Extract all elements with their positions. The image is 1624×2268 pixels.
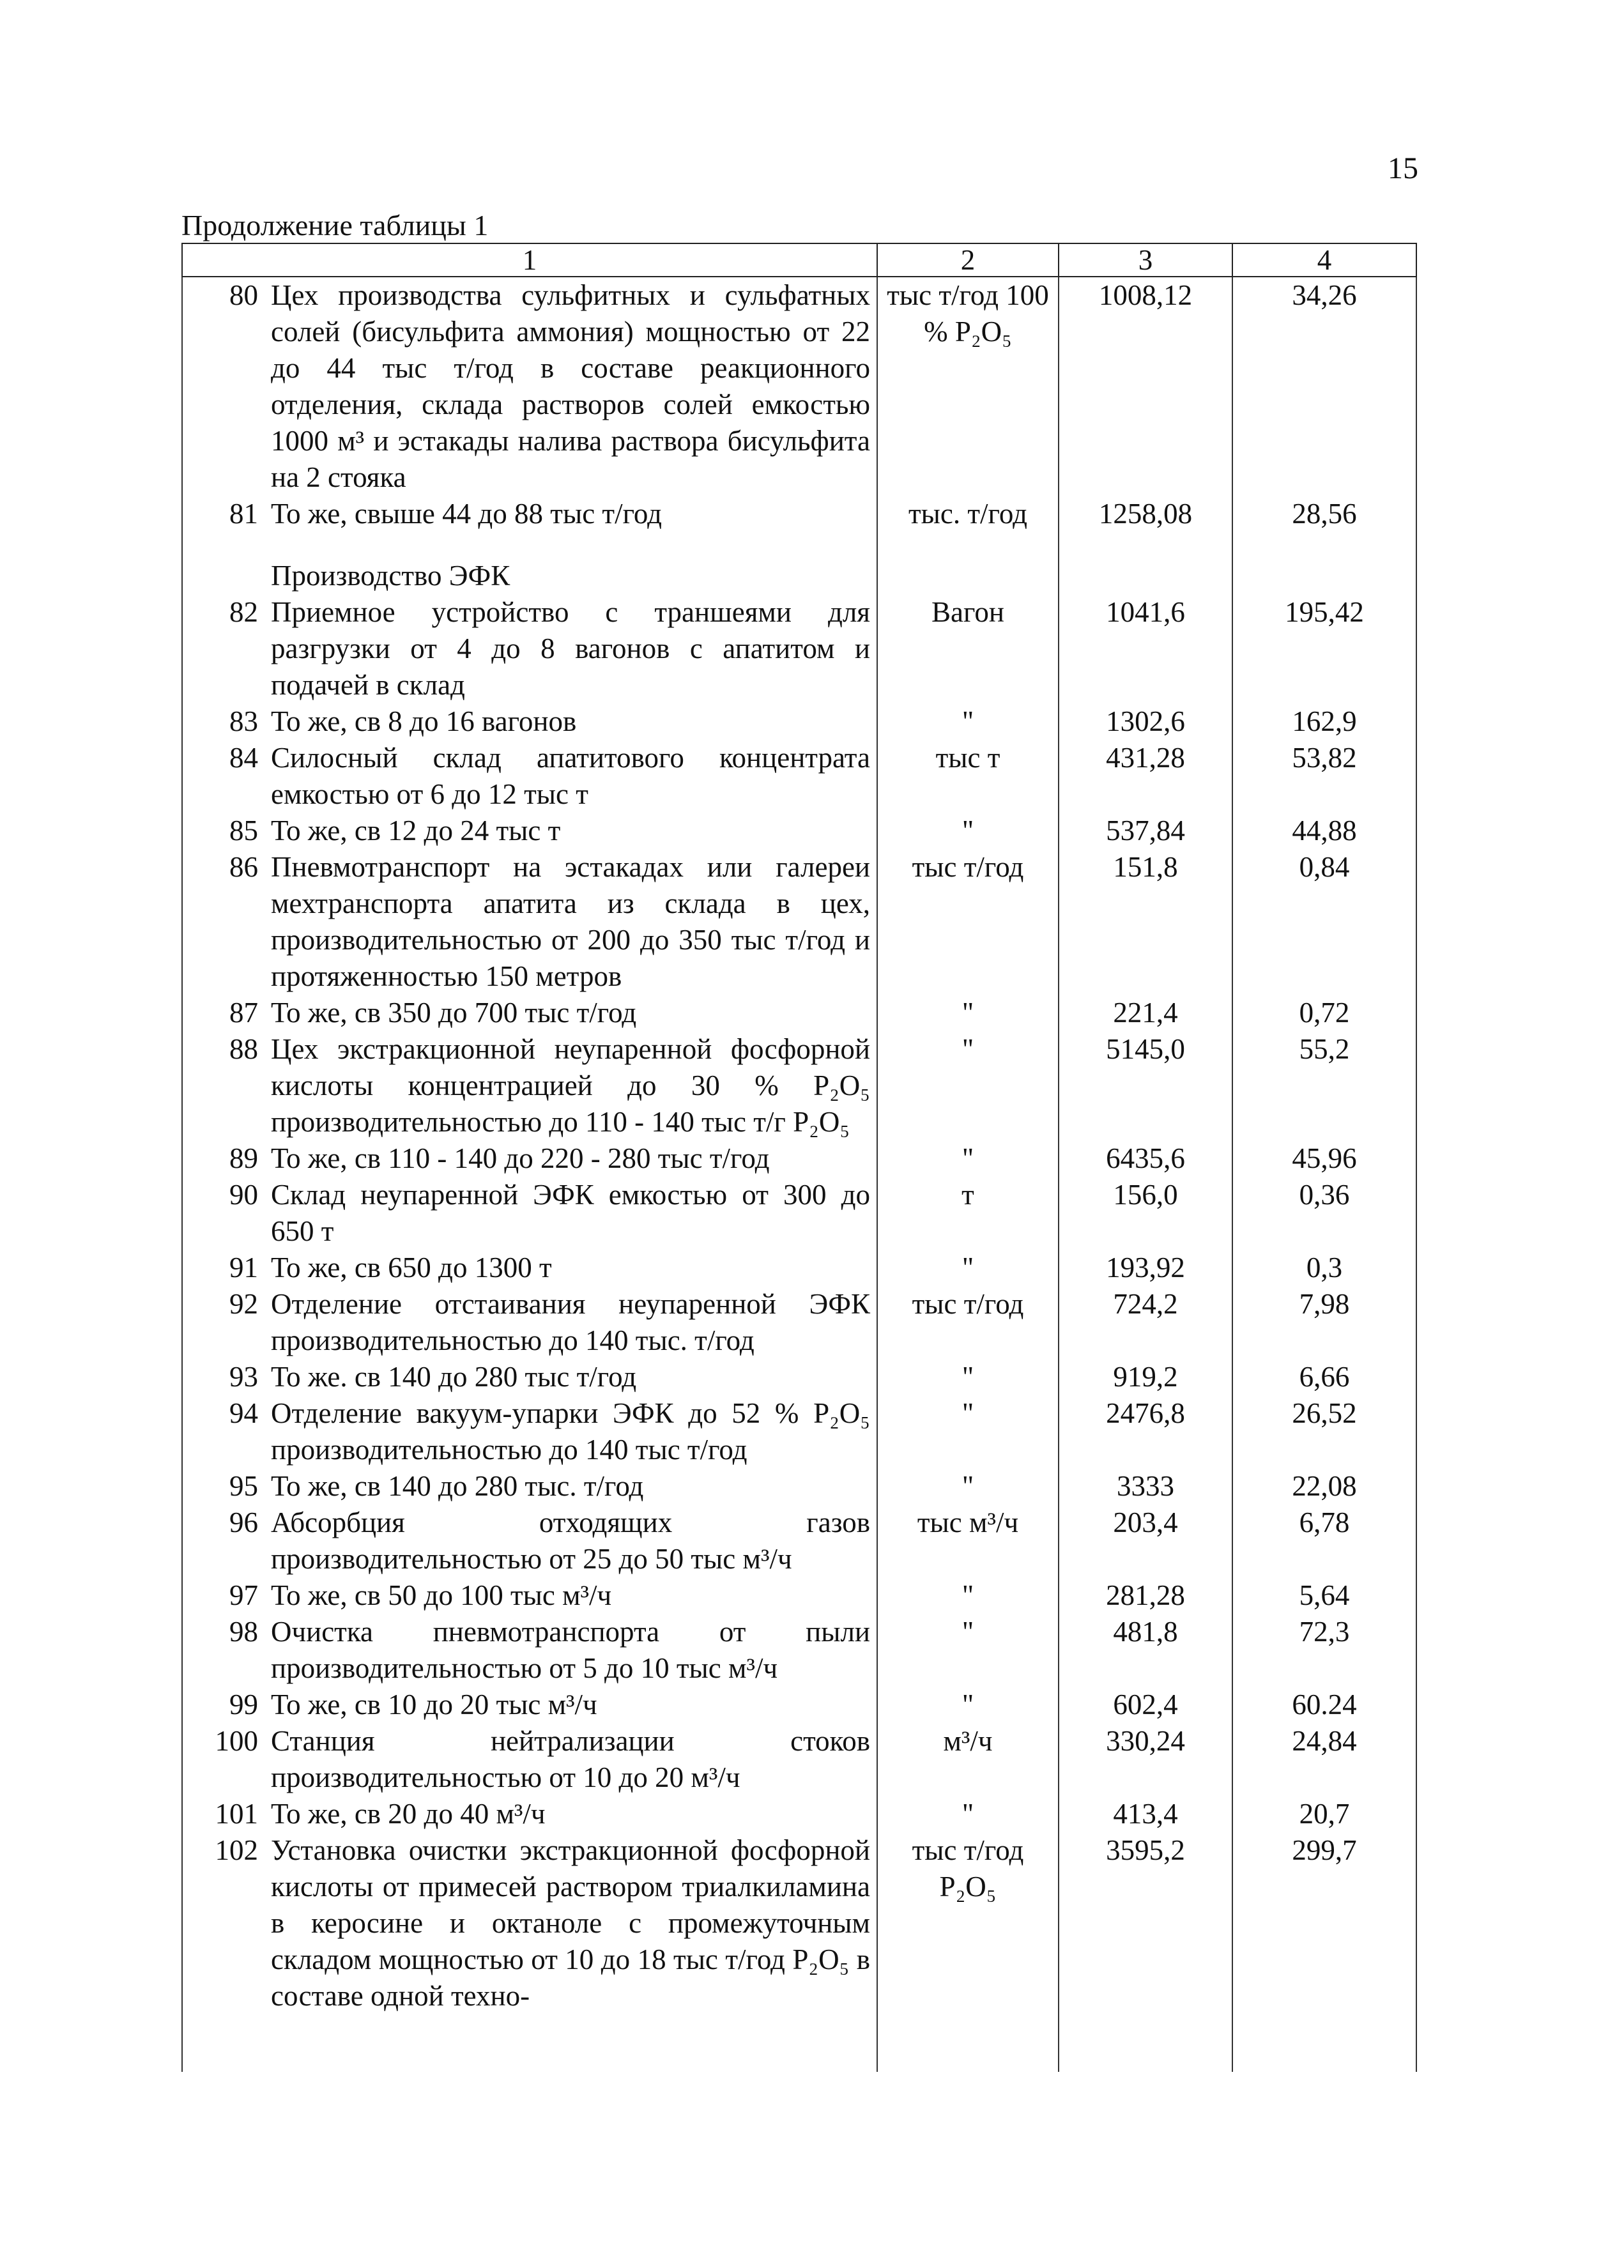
item-description: Пневмотранспорт на эстакадах или галереи мехтранспорта апатита из склада в цех, производительностью от 200 до 350 тыс т/год и протяженностью 150 метров: [271, 851, 870, 992]
row-number: [194, 558, 271, 594]
row-number: 86: [229, 851, 258, 883]
value-col3-cell: 919,2: [1059, 1359, 1232, 1395]
item-description: То же. св 140 до 280 тыс т/год: [271, 1361, 637, 1393]
value-col3-cell: 602,4: [1059, 1687, 1232, 1723]
value-col4-cell: 24,84: [1232, 1723, 1416, 1796]
unit-cell: тыс т/год 100 % P₂O₅: [877, 277, 1059, 496]
table-row: [182, 1395, 1416, 1468]
value-col3-cell: 724,2: [1059, 1286, 1232, 1359]
table-body: [182, 277, 1416, 2072]
value-col3-cell: 481,8: [1059, 1614, 1232, 1687]
value-col3-cell: 330,24: [1059, 1723, 1232, 1796]
empty-cell: [1059, 2014, 1232, 2072]
unit-cell: ": [877, 1359, 1059, 1395]
name-cell: [182, 1031, 877, 1140]
table-row: [182, 995, 1416, 1031]
page-number: 15: [1388, 151, 1418, 185]
item-description: То же, св 20 до 40 м³/ч: [271, 1798, 546, 1830]
table-row: [182, 1177, 1416, 1250]
name-cell: [182, 1286, 877, 1359]
value-col4-cell: 34,26: [1232, 277, 1416, 496]
column-header: 4: [1232, 243, 1416, 277]
table-row: [182, 1031, 1416, 1140]
name-cell: [182, 995, 877, 1031]
item-description: Установка очистки экстракционной фосфорной кислоты от примесей раствором триалкиламина в керосине и октаноле с промежуточным складом мощностью от 10 до 18 тыс т/год P₂O₅ в составе одной техно-: [271, 1834, 870, 2012]
table-row: [182, 1286, 1416, 1359]
unit-cell: тыс т/год: [877, 1286, 1059, 1359]
row-number: 84: [229, 742, 258, 774]
value-col4-cell: 162,9: [1232, 703, 1416, 740]
value-col3-cell: 2476,8: [1059, 1395, 1232, 1468]
unit-cell: ": [877, 703, 1059, 740]
row-number: 96: [229, 1506, 258, 1538]
row-number: 102: [215, 1834, 258, 1866]
row-number: 82: [229, 596, 258, 628]
value-col3-cell: 1258,08: [1059, 496, 1232, 532]
table-row: [182, 1723, 1416, 1796]
value-col3-cell: 221,4: [1059, 995, 1232, 1031]
value-col3-cell: 5145,0: [1059, 1031, 1232, 1140]
name-cell: [182, 1723, 877, 1796]
value-col4-cell: 55,2: [1232, 1031, 1416, 1140]
name-cell: [182, 1832, 877, 2014]
continuation-row: [182, 2014, 1416, 2072]
value-col4-cell: 60.24: [1232, 1687, 1416, 1723]
table-row: [182, 1250, 1416, 1286]
row-number: 98: [229, 1616, 258, 1648]
unit-cell: ": [877, 813, 1059, 849]
name-cell: [182, 1468, 877, 1505]
unit-cell: тыс т/год P₂O₅: [877, 1832, 1059, 2014]
row-number: 89: [229, 1142, 258, 1174]
value-col4-cell: 22,08: [1232, 1468, 1416, 1505]
value-col4-cell: 0,72: [1232, 995, 1416, 1031]
row-number: 97: [229, 1579, 258, 1611]
unit-cell: [877, 532, 1059, 594]
value-col3-cell: 431,28: [1059, 740, 1232, 813]
item-description: Приемное устройство с траншеями для разгрузки от 4 до 8 вагонов с апатитом и подачей в склад: [271, 596, 870, 701]
row-number: 85: [229, 815, 258, 847]
table-row: [182, 1359, 1416, 1395]
value-col4-cell: 72,3: [1232, 1614, 1416, 1687]
table-row: [182, 1505, 1416, 1577]
item-description: Очистка пневмотранспорта от пыли производительностью от 5 до 10 тыс м³/ч: [271, 1616, 870, 1684]
value-col4-cell: 53,82: [1232, 740, 1416, 813]
unit-cell: ": [877, 1468, 1059, 1505]
column-header: 1: [182, 243, 877, 277]
item-description: То же, св 650 до 1300 т: [271, 1252, 552, 1283]
item-description: Абсорбция отходящих газов производительностью от 25 до 50 тыс м³/ч: [271, 1506, 870, 1575]
table-row: [182, 496, 1416, 532]
value-col3-cell: 193,92: [1059, 1250, 1232, 1286]
table-row: [182, 1577, 1416, 1614]
item-description: Силосный склад апатитового концентрата емкостью от 6 до 12 тыс т: [271, 742, 870, 810]
row-number: 100: [215, 1725, 258, 1757]
table-row: [182, 813, 1416, 849]
unit-cell: Вагон: [877, 594, 1059, 703]
name-cell: [182, 1614, 877, 1687]
data-table: [181, 243, 1417, 2072]
table-row: [182, 740, 1416, 813]
unit-cell: ": [877, 995, 1059, 1031]
name-cell: [182, 1687, 877, 1723]
name-cell: [182, 1577, 877, 1614]
section-heading: Производство ЭФК: [271, 560, 510, 592]
unit-cell: ": [877, 1796, 1059, 1832]
name-cell: [182, 703, 877, 740]
name-cell: [182, 1796, 877, 1832]
unit-cell: м³/ч: [877, 1723, 1059, 1796]
value-col3-cell: 281,28: [1059, 1577, 1232, 1614]
row-number: 101: [215, 1798, 258, 1830]
value-col3-cell: 413,4: [1059, 1796, 1232, 1832]
name-cell: [182, 813, 877, 849]
name-cell: [182, 849, 877, 995]
value-col4-cell: 0,36: [1232, 1177, 1416, 1250]
value-col4-cell: 6,78: [1232, 1505, 1416, 1577]
item-description: То же, св 350 до 700 тыс т/год: [271, 997, 637, 1029]
unit-cell: тыс м³/ч: [877, 1505, 1059, 1577]
unit-cell: ": [877, 1140, 1059, 1177]
value-col4-cell: 6,66: [1232, 1359, 1416, 1395]
unit-cell: тыс. т/год: [877, 496, 1059, 532]
item-description: То же, св 10 до 20 тыс м³/ч: [271, 1689, 597, 1720]
item-description: Отделение отстаивания неупаренной ЭФК производительностью до 140 тыс. т/год: [271, 1288, 870, 1356]
unit-cell: ": [877, 1250, 1059, 1286]
value-col4-cell: 7,98: [1232, 1286, 1416, 1359]
table-row: [182, 1140, 1416, 1177]
name-cell: [182, 1177, 877, 1250]
value-col4-cell: 20,7: [1232, 1796, 1416, 1832]
value-col3-cell: 203,4: [1059, 1505, 1232, 1577]
unit-cell: тыс т/год: [877, 849, 1059, 995]
row-number: 81: [229, 498, 258, 530]
item-description: Склад неупаренной ЭФК емкостью от 300 до 650 т: [271, 1179, 870, 1247]
name-cell: [182, 1505, 877, 1577]
value-col3-cell: 1041,6: [1059, 594, 1232, 703]
name-cell: [182, 1250, 877, 1286]
table-row: [182, 1468, 1416, 1505]
table-row: [182, 703, 1416, 740]
item-description: Цех производства сульфитных и сульфатных солей (бисульфита аммония) мощностью от 22 до 44 тыс т/год в составе реакционного отделения, склада растворов солей емкостью 1000 м³ и эстакады налива раствора бисульфита на 2 стояка: [271, 279, 870, 493]
name-cell: [182, 532, 877, 594]
empty-cell: [877, 2014, 1059, 2072]
value-col3-cell: 1302,6: [1059, 703, 1232, 740]
row-number: 90: [229, 1179, 258, 1211]
value-col4-cell: 195,42: [1232, 594, 1416, 703]
row-number: 94: [229, 1397, 258, 1429]
item-description: То же, св 50 до 100 тыс м³/ч: [271, 1579, 612, 1611]
value-col4-cell: 28,56: [1232, 496, 1416, 532]
table-row: [182, 594, 1416, 703]
value-col3-cell: 3333: [1059, 1468, 1232, 1505]
value-col3-cell: [1059, 532, 1232, 594]
item-description: То же, св 110 - 140 до 220 - 280 тыс т/год: [271, 1142, 770, 1174]
value-col4-cell: 299,7: [1232, 1832, 1416, 2014]
unit-cell: т: [877, 1177, 1059, 1250]
row-number: 83: [229, 705, 258, 737]
name-cell: [182, 496, 877, 532]
item-description: Станция нейтрализации стоков производительностью от 10 до 20 м³/ч: [271, 1725, 870, 1793]
unit-cell: ": [877, 1577, 1059, 1614]
name-cell: [182, 594, 877, 703]
value-col4-cell: 45,96: [1232, 1140, 1416, 1177]
table-row: [182, 1614, 1416, 1687]
value-col3-cell: 156,0: [1059, 1177, 1232, 1250]
table-row: [182, 1796, 1416, 1832]
value-col4-cell: 44,88: [1232, 813, 1416, 849]
table-row: [182, 1687, 1416, 1723]
item-description: То же, св 140 до 280 тыс. т/год: [271, 1470, 644, 1502]
empty-cell: [182, 2014, 877, 2072]
item-description: То же, свыше 44 до 88 тыс т/год: [271, 498, 663, 530]
name-cell: [182, 277, 877, 496]
row-number: 91: [229, 1252, 258, 1283]
value-col3-cell: 1008,12: [1059, 277, 1232, 496]
value-col3-cell: 6435,6: [1059, 1140, 1232, 1177]
column-header: 3: [1059, 243, 1232, 277]
row-number: 87: [229, 997, 258, 1029]
table-caption: Продолжение таблицы 1: [181, 209, 489, 241]
name-cell: [182, 1395, 877, 1468]
row-number: 93: [229, 1361, 258, 1393]
value-col3-cell: 537,84: [1059, 813, 1232, 849]
value-col4-cell: 26,52: [1232, 1395, 1416, 1468]
table-row: [182, 1832, 1416, 2014]
row-number: 95: [229, 1470, 258, 1502]
unit-cell: тыс т: [877, 740, 1059, 813]
row-number: 92: [229, 1288, 258, 1320]
empty-cell: [1232, 2014, 1416, 2072]
table-row: [182, 849, 1416, 995]
row-number: 80: [229, 279, 258, 311]
name-cell: [182, 1359, 877, 1395]
value-col3-cell: 151,8: [1059, 849, 1232, 995]
value-col4-cell: 5,64: [1232, 1577, 1416, 1614]
name-cell: [182, 1140, 877, 1177]
name-cell: [182, 740, 877, 813]
item-description: То же, св 12 до 24 тыс т: [271, 815, 561, 847]
value-col4-cell: [1232, 532, 1416, 594]
header-row: [182, 243, 1416, 277]
value-col4-cell: 0,3: [1232, 1250, 1416, 1286]
unit-cell: ": [877, 1687, 1059, 1723]
value-col3-cell: 3595,2: [1059, 1832, 1232, 2014]
row-number: 99: [229, 1689, 258, 1720]
section-row: [182, 532, 1416, 594]
column-header: 2: [877, 243, 1059, 277]
row-number: 88: [229, 1033, 258, 1065]
item-description: Отделение вакуум-упарки ЭФК до 52 % P₂O₅ производительностью до 140 тыс т/год: [271, 1397, 870, 1466]
unit-cell: ": [877, 1614, 1059, 1687]
item-description: То же, св 8 до 16 вагонов: [271, 705, 577, 737]
unit-cell: ": [877, 1395, 1059, 1468]
unit-cell: ": [877, 1031, 1059, 1140]
table-row: [182, 277, 1416, 496]
value-col4-cell: 0,84: [1232, 849, 1416, 995]
item-description: Цех экстракционной неупаренной фосфорной кислоты концентрацией до 30 % P₂O₅ производительностью до 110 - 140 тыс т/г P₂O₅: [271, 1033, 870, 1138]
